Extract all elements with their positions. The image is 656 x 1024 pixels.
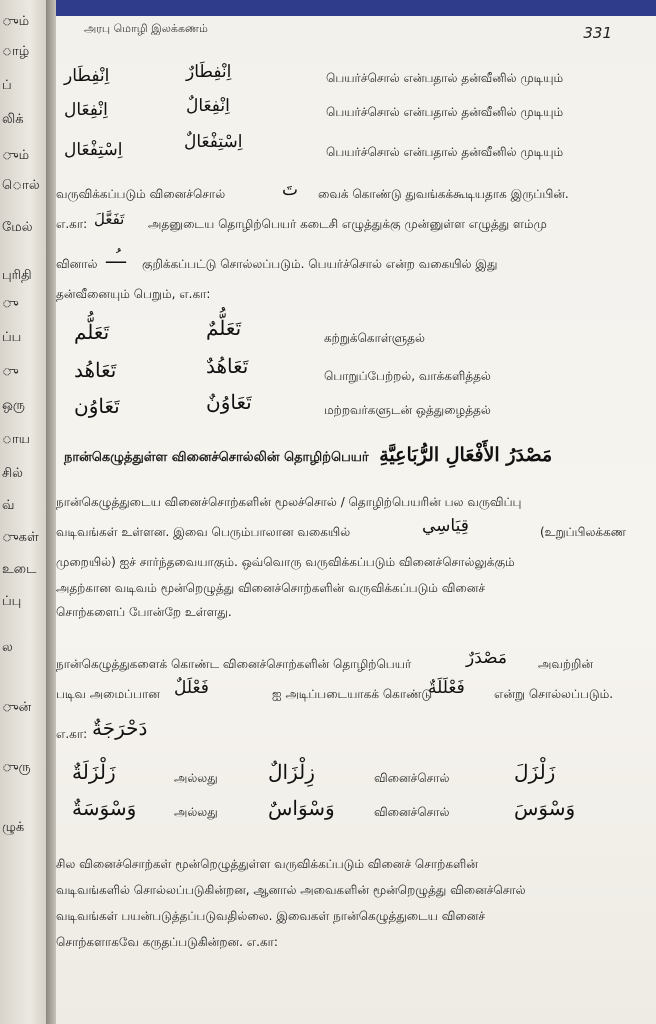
facing-fragment: ு: [2, 364, 19, 379]
facing-fragment: ொல்: [2, 178, 40, 193]
arabic-word: اِنْفِطَارٌ: [186, 62, 232, 82]
facing-fragment: ும்: [2, 14, 30, 29]
text-line: படிவ அமைப்பான: [56, 687, 160, 701]
arabic-word: مَصْدَرٌ: [466, 648, 507, 668]
text-line: சொற்களாகவே கருதப்படுகின்றன. எ.கா:: [56, 935, 278, 949]
text-line: வடிவங்கள் பயன்படுத்தப்படுவதில்லை. இவைகள் நான்கெழுத்துடைய வினைச்: [56, 909, 486, 923]
text-line: என்று சொல்லப்படும்.: [494, 687, 614, 701]
facing-fragment: வ்: [2, 498, 15, 513]
arabic-letter: تَ: [282, 180, 299, 200]
text-line: வடிவங்களில் சொல்லப்படுகின்றன, ஆனால் அவைகளின் மூன்றெழுத்து வினைச்சொல்: [56, 883, 526, 897]
arabic-word: تَفَعَّلَ: [94, 210, 125, 228]
facing-page-edge: [0, 0, 50, 1024]
facing-fragment: உடை: [2, 562, 37, 577]
facing-fragment: ப்: [2, 78, 12, 93]
damma-mark: ــُــ: [106, 248, 126, 268]
book-page: [56, 0, 656, 1024]
text-line: அவற்றின்: [538, 657, 593, 671]
or-label: அல்லது: [174, 805, 218, 819]
text-line: வடிவங்கள் உள்ளன. இவை பெரும்பாலான வகையில்: [56, 525, 351, 539]
facing-fragment: ாழ்: [2, 44, 30, 59]
facing-fragment: ல: [2, 640, 13, 655]
facing-fragment: ு: [2, 296, 19, 311]
arabic-word: فَعْلَلٌ: [174, 678, 209, 698]
arabic-word: اِسْتِفْعَال: [64, 140, 123, 160]
text-line: அதற்கான வடிவம் மூன்றெழுத்து வினைச்சொற்களின் வருவிக்கப்படும் வினைச்: [56, 581, 486, 595]
text-line: சில வினைச்சொற்கள் மூன்றெழுத்துள்ள வருவிக்கப்படும் வினைச் சொற்களின்: [56, 857, 478, 871]
arabic-word: اِنْفِعَالٌ: [186, 96, 230, 116]
arabic-word: فَعْلَلَةٌ: [428, 678, 465, 698]
text-line: வைக் கொண்டு துவங்கக்கூடியதாக இருப்பின்.: [318, 187, 569, 201]
example-label: எ.கா:: [56, 727, 88, 741]
running-title: அரபு மொழி இலக்கணம்: [84, 22, 208, 35]
row-label: பெயர்ச்சொல் என்பதால் தன்வீனில் முடியும்: [326, 71, 564, 85]
arabic-word: وَسْوَسَةٌ: [72, 796, 137, 820]
or-label: அல்லது: [174, 771, 218, 785]
facing-fragment: மேல்: [2, 220, 33, 235]
facing-fragment: ப்பு: [2, 594, 22, 609]
facing-fragment: ுன்: [2, 700, 32, 715]
arabic-word: زَلْزَلَةٌ: [72, 760, 116, 784]
row-label: பெயர்ச்சொல் என்பதால் தன்வீனில் முடியும்: [326, 145, 564, 159]
page-number: 331: [583, 24, 612, 42]
row-label: பெயர்ச்சொல் என்பதால் தன்வீனில் முடியும்: [326, 105, 564, 119]
arabic-word: اِنْفِعَال: [64, 100, 108, 120]
section-heading: [64, 444, 552, 466]
arabic-word: وَسْوَسَ: [514, 796, 576, 820]
row-label: கற்றுக்கொள்ளுதல்: [324, 331, 425, 345]
row-label: பொறுப்பேற்றல், வாக்களித்தல்: [324, 369, 491, 383]
text-line: (உறுப்பிலக்கண: [540, 525, 627, 539]
text-line: நான்கெழுத்துகளைக் கொண்ட வினைச்சொற்களின் தொழிற்பெயர்: [56, 657, 412, 671]
facing-fragment: ாய: [2, 432, 30, 447]
arabic-word: اِنْفِطَار: [64, 66, 110, 86]
text-line: ஐ அடிப்படையாகக் கொண்டு: [272, 687, 433, 701]
arabic-word: دَحْرَجَةٌ: [92, 716, 148, 740]
row-label: வினைச்சொல்: [374, 805, 450, 819]
arabic-word: قِيَاسِي: [422, 516, 469, 536]
text-line: வினால்: [56, 257, 98, 271]
text-line: முறையில்) ஐச் சார்ந்தவையாகும். ஒவ்வொரு வருவிக்கப்படும் வினைச்சொல்லுக்கும்: [56, 555, 515, 569]
text-line: நான்கெழுத்துடைய வினைச்சொற்களின் மூலச்சொல் / தொழிற்பெயரின் பல வருவிப்பு: [56, 495, 522, 509]
row-label: மற்றவர்களுடன் ஒத்துழைத்தல்: [324, 403, 491, 417]
arabic-word: تَعَاهُدٌ: [206, 354, 249, 378]
arabic-word: وَسْوَاسٌ: [268, 796, 335, 820]
facing-fragment: லிக்: [2, 112, 24, 127]
arabic-word: تَعَلُّمٌ: [206, 316, 242, 340]
facing-fragment: சில்: [2, 466, 23, 481]
arabic-word: تَعَاوُنٌ: [206, 390, 252, 414]
arabic-word: تَعَلُّم: [74, 320, 110, 344]
facing-fragment: ும்: [2, 148, 30, 163]
text-line: எ.கா:: [56, 217, 88, 231]
text-line: அதனுடைய தொழிற்பெயர் கடைசி எழுத்துக்கு முன்னுள்ள எழுத்து ளம்மு: [148, 217, 547, 231]
arabic-word: زَلْزَلَ: [514, 760, 556, 784]
facing-fragment: ழுக்: [2, 820, 25, 835]
facing-fragment: புரிதி: [2, 268, 32, 283]
text-line: வருவிக்கப்படும் வினைச்சொல்: [56, 187, 226, 201]
arabic-word: زِلْزَالٌ: [268, 760, 315, 784]
arabic-word: تَعَاهُد: [74, 358, 117, 382]
facing-fragment: ஒரு: [2, 398, 25, 413]
arabic-word: تَعَاوُن: [74, 394, 120, 418]
facing-fragment: ப்ப: [2, 330, 22, 345]
header-band: [56, 0, 656, 16]
heading-tamil: நான்கெழுத்துள்ள வினைச்சொல்லின் தொழிற்பெயர்: [64, 450, 369, 465]
text-line: குறிக்கப்பட்டு சொல்லப்படும். பெயர்ச்சொல் என்ற வகையில் இது: [142, 257, 498, 271]
facing-fragment: ுரு: [2, 760, 31, 775]
row-label: வினைச்சொல்: [374, 771, 450, 785]
text-line: தன்வீனையும் பெறும், எ.கா:: [56, 287, 211, 301]
arabic-word: اِسْتِفْعَالٌ: [184, 132, 243, 152]
text-line: சொற்களைப் போன்றே உள்ளது.: [56, 605, 232, 619]
facing-fragment: ுகள்: [2, 530, 39, 545]
heading-arabic: مَصْدَرُ الأَفْعَالِ الرُّبَاعِيَّةِ: [379, 444, 553, 466]
